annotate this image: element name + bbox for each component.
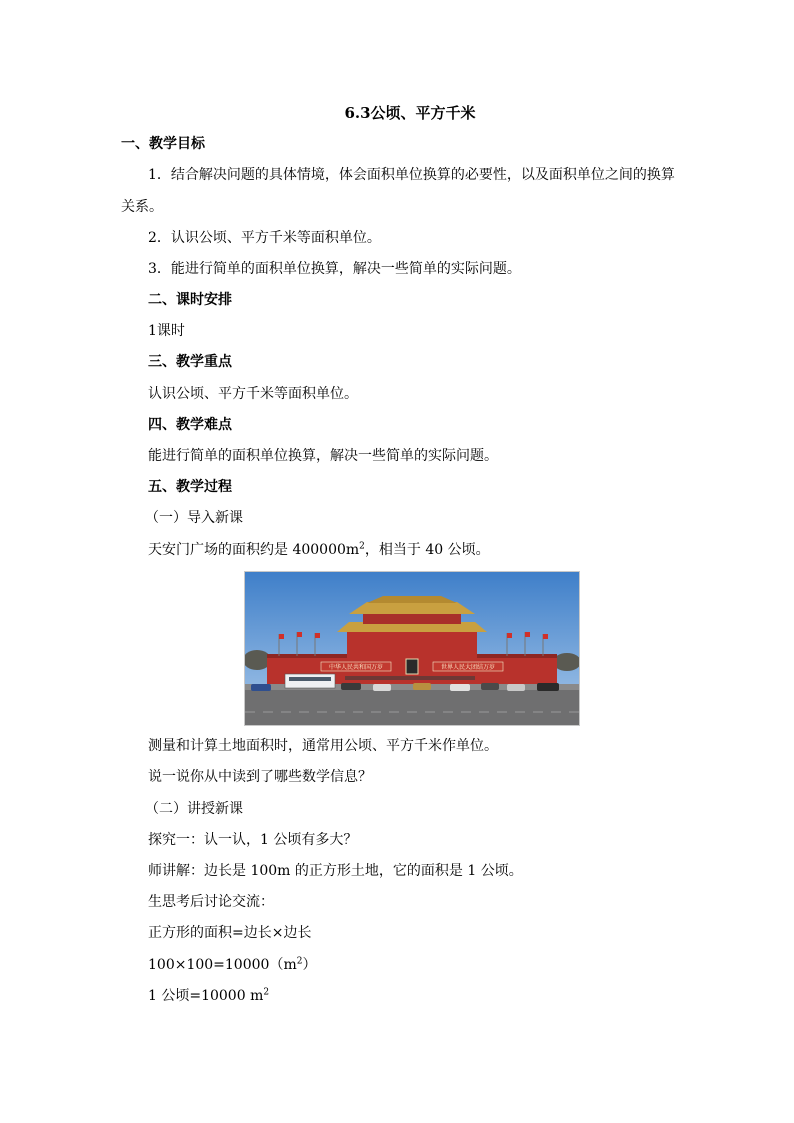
objective-2: 2．认识公顷、平方千米等面积单位。: [148, 230, 381, 246]
student-discussion: 生思考后讨论交流：: [148, 894, 274, 910]
intro-superscript: 2: [359, 541, 365, 552]
after-photo-text-2: 说一说你从中读到了哪些数学信息？: [148, 769, 372, 785]
banner-left-text: 中华人民共和国万岁: [328, 664, 384, 671]
part-1-heading: （一）导入新课: [145, 510, 243, 526]
intro-text-a: 天安门广场的面积约是 400000m: [148, 542, 360, 558]
teacher-explanation: 师讲解：边长是 100m 的正方形土地，它的面积是 1 公顷。: [148, 863, 523, 879]
page-title: 6.3公顷、平方千米: [344, 104, 476, 122]
formula-2-a: 100×100=10000（m: [148, 957, 297, 973]
intro-text-b: ，相当于 40 公顷。: [364, 542, 490, 558]
formula-1: 正方形的面积=边长×边长: [148, 925, 312, 941]
formula-3: [148, 986, 269, 1006]
difficulties-text: 能进行简单的面积单位换算，解决一些简单的实际问题。: [148, 448, 498, 464]
explore-1: 探究一：认一认，1 公顷有多大？: [148, 832, 358, 848]
key-points-text: 认识公顷、平方千米等面积单位。: [148, 386, 358, 402]
formula-3-superscript: 2: [263, 987, 270, 998]
section-heading-difficulties: 四、教学难点: [148, 417, 232, 433]
objective-1-continued: 关系。: [121, 199, 163, 215]
formula-2-superscript: 2: [296, 956, 303, 967]
section-heading-process: 五、教学过程: [148, 479, 232, 495]
section-heading-schedule: 二、课时安排: [148, 292, 232, 308]
part-2-heading: （二）讲授新课: [145, 801, 243, 817]
objective-1: 1．结合解决问题的具体情境，体会面积单位换算的必要性，以及面积单位之间的换算: [148, 167, 675, 183]
intro-text: [148, 540, 490, 560]
section-heading-objectives: 一、教学目标: [121, 136, 205, 152]
after-photo-text-1: 测量和计算土地面积时，通常用公顷、平方千米作单位。: [148, 738, 498, 754]
formula-3-a: 1 公顷=10000 m: [148, 988, 264, 1004]
tiananmen-photo: [244, 571, 580, 726]
section-heading-key-points: 三、教学重点: [148, 354, 232, 370]
objective-3: 3．能进行简单的面积单位换算，解决一些简单的实际问题。: [148, 261, 521, 277]
formula-2-b: ）: [302, 957, 317, 973]
formula-2: [148, 955, 316, 975]
tiananmen-illustration: [245, 572, 579, 725]
banner-right-text: 世界人民大团结万岁: [440, 664, 496, 671]
schedule-text: 1课时: [148, 323, 185, 339]
